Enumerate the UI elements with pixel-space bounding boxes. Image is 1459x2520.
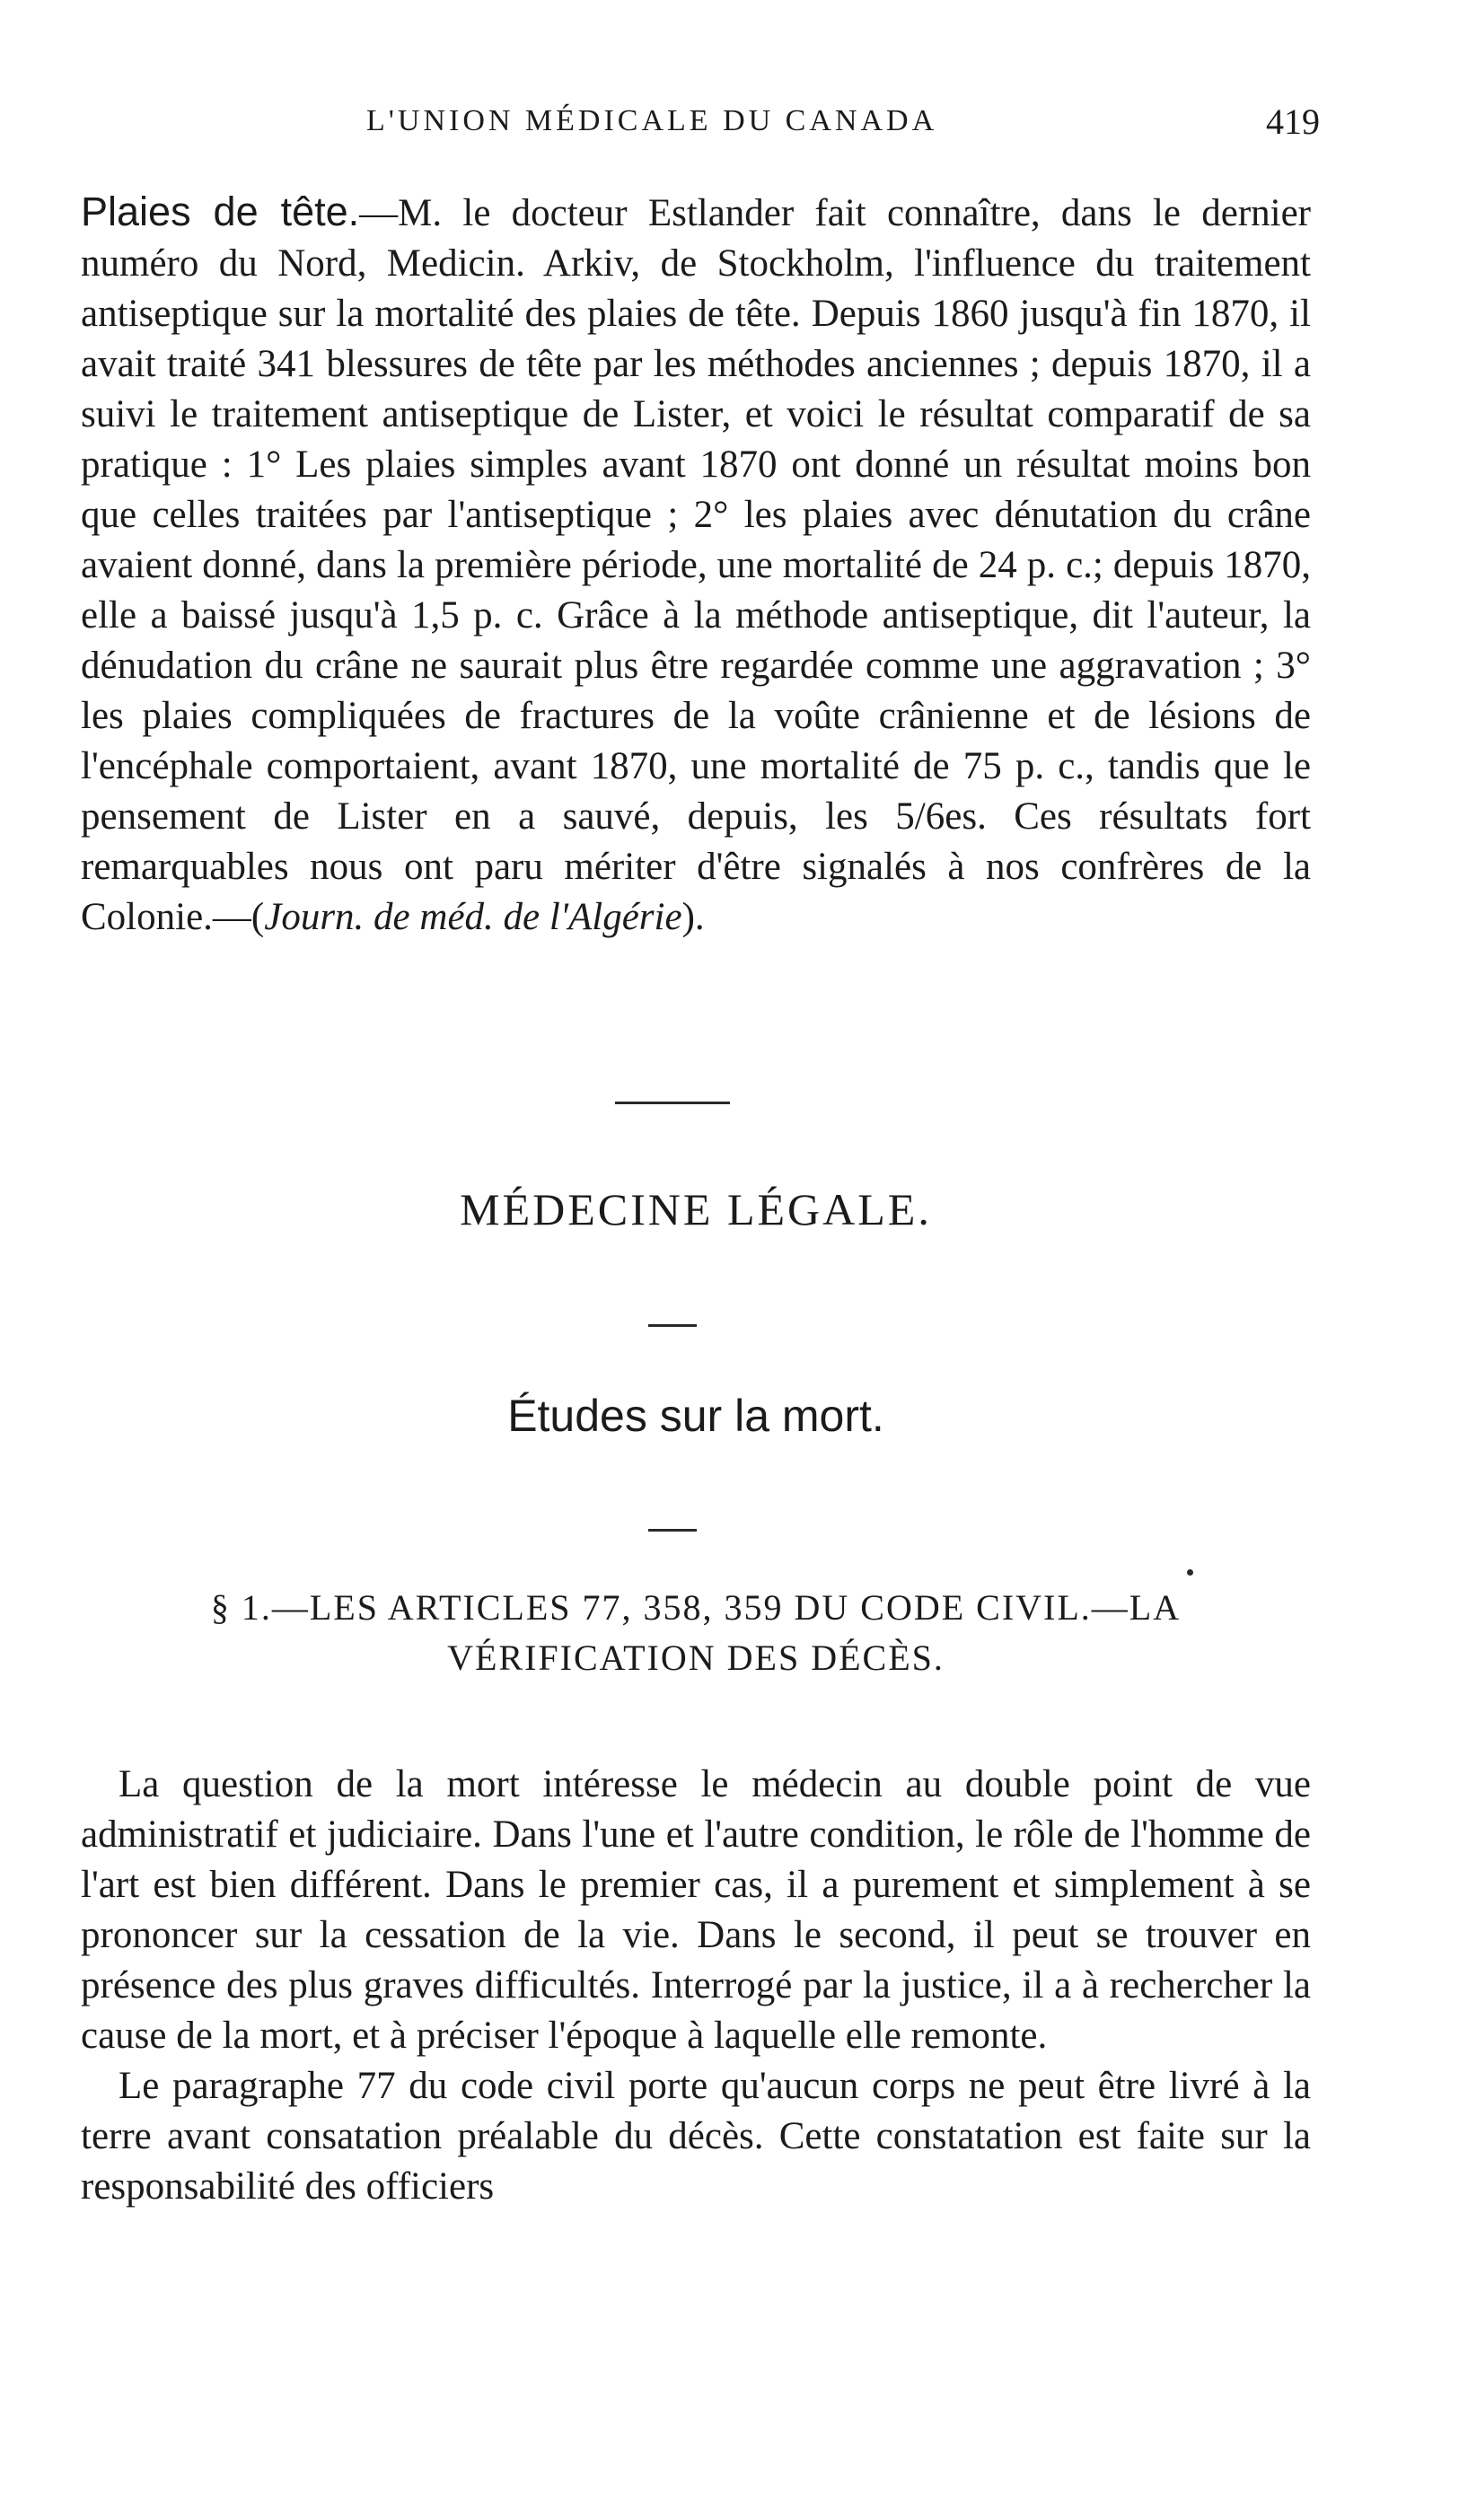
article-paragraph [81,187,1311,943]
body-paragraph: La question de la mort intéresse le médecin au double point de vue administratif et judiciaire. Dans l'une et l'autre condition, le rôle de l'homme de l'art est bien différent. Dans le premier cas, il a purement et simplement à se prononcer sur la cessation de la vie. Dans le second, il peut se trouver en présence des plus graves difficultés. Interrogé par la justice, il a à rechercher la cause de la mort, et à préciser l'époque à laquelle elle remonte. [81,1763,1311,2057]
page-header [81,101,1320,154]
running-title: L'UNION MÉDICALE DU CANADA [366,104,938,137]
article-plaies-de-tete [81,187,1311,943]
page-number: 419 [1266,101,1320,142]
stray-mark [1187,1569,1193,1576]
source-citation-close: ). [681,896,705,938]
article-heading: § 1.—LES ARTICLES 77, 358, 359 DU CODE CIVIL.—LA VÉRIFICATION DES DÉCÈS. [210,1587,1182,1678]
run-in-title: Plaies de tête. [81,189,360,234]
article-body: —M. le docteur Estlander fait connaître, dans le dernier numéro du Nord, Medicin. Arkiv, de Stockholm, l'influence du traitement antiseptique sur la mortalité des plaies de tête. Depuis 1860 jusqu'à fin 1870, il avait traité 341 blessures de tête par les méthodes anciennes ; depuis 1870, il a suivi le traitement antiseptique de Lister, et voici le résultat comparatif de sa pratique : 1° Les plaies simples avant 1870 ont donné un résultat moins bon que celles traitées par l'antiseptique ; 2° les plaies avec dénutation du crâne avaient donné, dans la première période, une mortalité de 24 p. c.; depuis 1870, elle a baissé jusqu'à 1,5 p. c. Grâce à la méthode antiseptique, dit l'auteur, la dénudation du crâne ne saurait plus être regardée comme une aggravation ; 3° les plaies compliquées de fractures de la voûte crânienne et de lésions de l'encéphale comportaient, avant 1870, une mortalité de 75 p. c., tandis que le pensement de Lister en a sauvé, depuis, les 5/6es. Ces résultats fort remarquables nous ont paru mériter d'être signalés à nos confrères de la Colonie.—( [81,192,1311,938]
section-separator-rule [615,1102,730,1104]
section-title: MÉDECINE LÉGALE. [460,1184,932,1234]
body-text [81,1760,1311,2212]
body-paragraph: Le paragraphe 77 du code civil porte qu'aucun corps ne peut être livré à la terre avant consatation préalable du décès. Cette constatation est faite sur la responsabilité des officiers [81,2065,1311,2208]
source-citation: Journ. de méd. de l'Algérie [264,896,682,938]
separator-dash [648,1529,697,1532]
separator-dash [648,1324,697,1327]
subsection-title: Études sur la mort. [507,1391,884,1441]
